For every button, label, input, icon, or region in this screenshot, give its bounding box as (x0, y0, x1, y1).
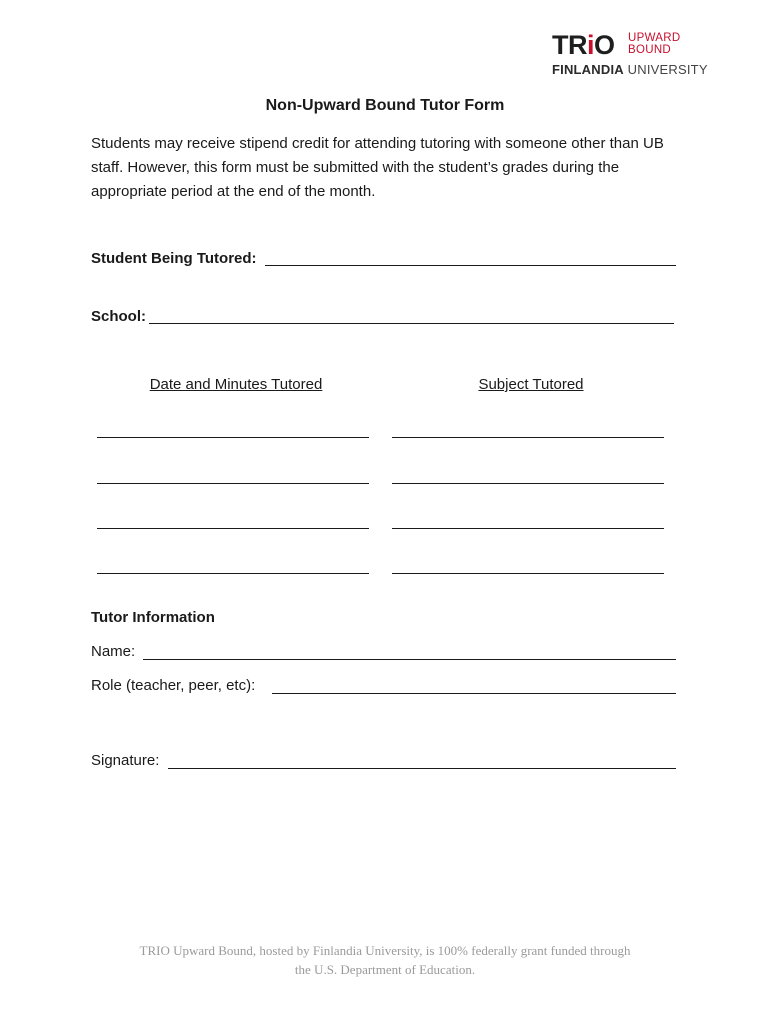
footer-line-1: TRIO Upward Bound, hosted by Finlandia University, is 100% federally grant funded through (139, 943, 631, 958)
upward-bound-wordmark: UPWARD BOUND (628, 32, 681, 56)
subject-field-2[interactable] (392, 483, 664, 484)
trio-wordmark: TRiO (552, 30, 615, 60)
tutor-role-label: Role (teacher, peer, etc): (91, 677, 256, 694)
signature-label: Signature: (91, 752, 160, 769)
subject-field-1[interactable] (392, 437, 664, 438)
date-minutes-heading: Date and Minutes Tutored (149, 376, 323, 393)
student-field[interactable] (265, 265, 676, 266)
finlandia-wordmark: FINLANDIA UNIVERSITY (552, 62, 708, 77)
subject-heading: Subject Tutored (478, 376, 584, 393)
student-label: Student Being Tutored: (91, 250, 257, 267)
funding-footer (0, 941, 770, 979)
school-label: School: (91, 308, 146, 325)
page-title: Non-Upward Bound Tutor Form (265, 97, 505, 114)
subject-field-4[interactable] (392, 573, 664, 574)
date-minutes-field-4[interactable] (97, 573, 369, 574)
subject-field-3[interactable] (392, 528, 664, 529)
signature-field[interactable] (168, 768, 676, 769)
footer-line-2: the U.S. Department of Education. (294, 962, 476, 977)
tutor-name-label: Name: (91, 643, 136, 660)
tutor-role-field[interactable] (272, 693, 676, 694)
school-field[interactable] (149, 323, 674, 324)
date-minutes-field-2[interactable] (97, 483, 369, 484)
trio-logo (552, 28, 732, 78)
tutor-info-heading: Tutor Information (91, 609, 215, 626)
tutor-name-field[interactable] (143, 659, 676, 660)
date-minutes-field-1[interactable] (97, 437, 369, 438)
date-minutes-field-3[interactable] (97, 528, 369, 529)
intro-paragraph: Students may receive stipend credit for attending tutoring with someone other than UB staff. However, this form must be submitted with the student’s grades during the appropriate period at the end of the month. (91, 135, 664, 200)
